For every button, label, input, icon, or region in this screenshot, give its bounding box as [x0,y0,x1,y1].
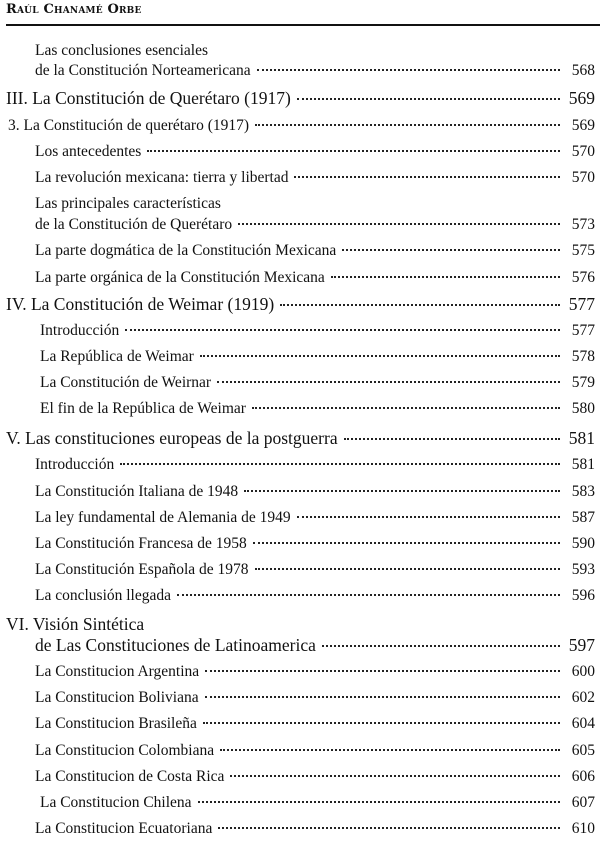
toc-entry-title: La Constitucion de Costa Rica [35,768,225,785]
toc-entry-title: La conclusión llegada [35,587,172,604]
dot-leader [200,355,560,357]
dot-leader [294,176,560,178]
dot-leader [253,542,560,544]
toc-page-number: 576 [571,269,595,286]
toc-page-number: 570 [571,169,595,186]
toc-entry-title: La ley fundamental de Alemania de 1949 [35,509,291,526]
dot-leader [205,670,560,672]
toc-page-number: 587 [571,509,595,526]
dot-leader [331,276,560,278]
dot-leader [297,98,560,100]
toc-entry [40,794,595,812]
toc-entry [35,742,595,760]
toc-entry [35,169,595,187]
toc-page-number: 581 [571,456,595,473]
toc-entry [35,509,595,527]
toc-entry-line1: Las principales características [35,195,221,212]
toc-entry [35,216,595,234]
toc-page-number: 593 [571,561,595,578]
dot-leader [244,490,560,492]
dot-leader [217,381,560,383]
toc-entry [35,456,595,474]
toc-entry-line1: VI. Visión Sintética [6,614,145,634]
toc-entry-title: III. La Constitución de Querétaro (1917) [6,88,291,108]
toc-page-number: 577 [571,322,595,339]
toc-entry [40,322,595,340]
toc-entry-title: La Constitucion Colombiana [35,742,215,759]
dot-leader [203,722,560,724]
toc-page-number: 606 [571,768,595,785]
toc-page-number: 590 [571,535,595,552]
toc-entry [35,483,595,501]
toc-entry-title: de la Constitución Norteamericana [35,62,251,79]
dot-leader [255,568,560,570]
dot-leader [297,516,560,518]
dot-leader [342,249,560,251]
toc-page-number: 569 [568,88,595,108]
toc-entry-title: La Constitucion Brasileña [35,715,197,732]
toc-entry [35,269,595,287]
toc-entry-title: La Constitución Italiana de 1948 [35,483,239,500]
toc-section-entry [6,294,595,315]
toc-page-number: 575 [571,242,595,259]
toc-section-entry [35,635,595,656]
toc-entry-line1: Las conclusiones esenciales [35,42,209,59]
toc-section-entry [6,428,595,449]
toc-entry-title: Los antecedentes [35,143,142,160]
toc-entry [35,820,595,838]
dot-leader [218,827,560,829]
toc-page-number: 602 [571,689,595,706]
toc-entry-title: La Constitución Francesa de 1958 [35,535,247,552]
toc-entry-title: La revolución mexicana: tierra y libertad [35,169,289,186]
toc-entry [35,143,595,161]
toc-entry [35,561,595,579]
toc-entry [40,374,595,392]
toc-entry-title: La Constitución Española de 1978 [35,561,249,578]
toc-page-number: 577 [568,294,595,314]
toc-page-number: 578 [571,348,595,365]
toc-entry-title: Introducción [40,322,120,339]
toc-page-number: 596 [571,587,595,604]
toc-entry [35,242,595,260]
toc-page-number: 573 [571,216,595,233]
toc-entry-title: V. Las constituciones europeas de la postguerra [6,428,338,448]
dot-leader [205,696,560,698]
toc-entry-title: de Las Constituciones de Latinoamerica [35,635,316,655]
dot-leader [177,594,560,596]
toc-page-number: 610 [571,820,595,837]
toc-entry [8,117,595,135]
toc-entry [35,663,595,681]
toc-page-number: 583 [571,483,595,500]
toc-entry [35,62,595,80]
toc-page-number: 570 [571,143,595,160]
toc-entry [35,715,595,733]
toc-page-number: 580 [571,400,595,417]
dot-leader [125,329,560,331]
toc-entry-title: El fin de la República de Weimar [40,400,246,417]
toc-entry-title: La Constitucion Chilena [40,794,192,811]
dot-leader [322,645,560,647]
toc-entry-title: La Constitución de Weirnar [40,374,212,391]
toc-entry-title: Introducción [35,456,115,473]
dot-leader [230,775,560,777]
toc-entry-title: La parte dogmática de la Constitución Mexicana [35,242,337,259]
running-title: Raúl Chanamé Orbe [6,2,142,17]
dot-leader [252,407,560,409]
toc-entry [40,348,595,366]
toc-entry-title: La Constitucion Boliviana [35,689,199,706]
dot-leader [147,150,560,152]
dot-leader [120,463,560,465]
toc-entry-title: de la Constitución de Querétaro [35,216,233,233]
toc-entry-title: 3. La Constitución de querétaro (1917) [8,117,250,134]
dot-leader [255,124,560,126]
toc-page-number: 597 [568,635,595,655]
toc-page-number: 604 [571,715,595,732]
dot-leader [344,438,560,440]
toc-entry-title: La Constitucion Argentina [35,663,200,680]
toc-page-number: 568 [571,62,595,79]
dot-leader [198,801,560,803]
toc-page-number: 607 [571,794,595,811]
dot-leader [280,304,560,306]
toc-page-number: 581 [568,428,595,448]
dot-leader [238,223,560,225]
toc-page-number: 605 [571,742,595,759]
toc-entry [40,400,595,418]
toc-entry-title: La Constitucion Ecuatoriana [35,820,213,837]
toc-entry-title: La República de Weimar [40,348,194,365]
toc-page-number: 569 [571,117,595,134]
dot-leader [220,749,560,751]
toc-entry [35,768,595,786]
toc-entry [35,535,595,553]
toc-page-number: 579 [571,374,595,391]
dot-leader [257,69,560,71]
toc-page-number: 600 [571,663,595,680]
toc-section-entry [6,88,595,109]
toc-entry [35,689,595,707]
toc-entry [35,587,595,605]
toc-entry-title: La parte orgánica de la Constitución Mexicana [35,269,325,286]
toc-entry-title: IV. La Constitución de Weimar (1919) [6,294,275,314]
